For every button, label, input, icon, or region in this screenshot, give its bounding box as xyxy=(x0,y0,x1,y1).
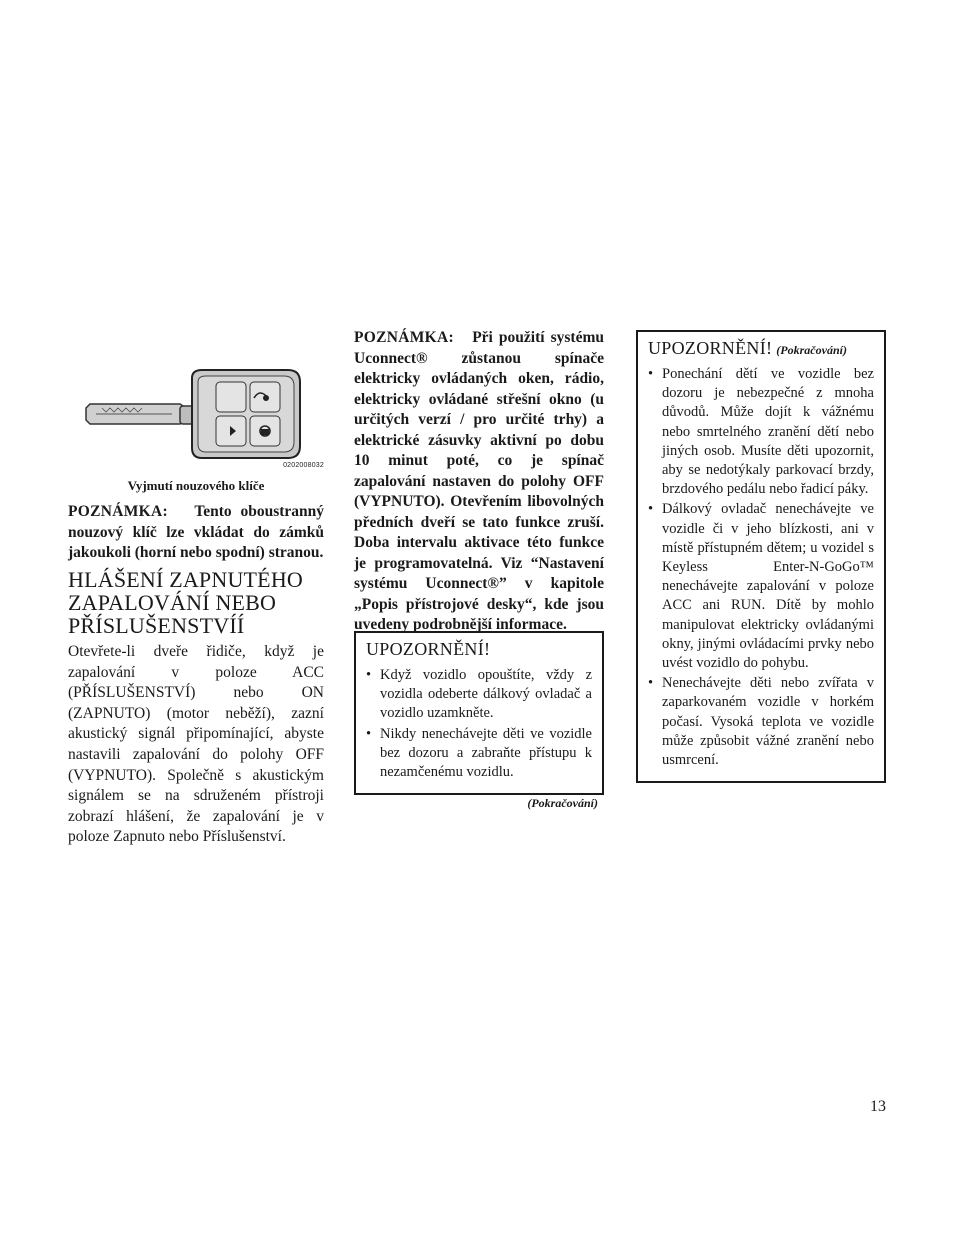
note-label: POZNÁMKA: xyxy=(354,329,454,346)
warning-title: UPOZORNĚNÍ! xyxy=(366,639,491,659)
note-double-sided-key xyxy=(68,502,324,564)
warning-title xyxy=(648,338,874,359)
warning-list xyxy=(648,365,874,770)
section-body: Otevřete-li dveře řidiče, když je zapalování v poloze ACC (PŘÍSLUŠENSTVÍ) nebo ON (ZAPNUTO) (motor neběží), zazní akustický signál připomínající, abyste nastavili zapalování do polohy OFF (VYPNUTO). Společně s akustickým signálem se na sdruženém přístroji zobrazí hlášení, že zapalování je v poloze Zapnuto nebo Příslušenství. xyxy=(68,643,324,846)
note-text: Tento oboustranný nouzový klíč lze vkládat do zámků jakoukoli (horní nebo spodní) stranou. xyxy=(68,503,325,561)
warning-box-continued xyxy=(636,330,886,783)
note-text: Při použití systému Uconnect® zůstanou spínače elektricky ovládaných oken, rádio, elektricky ovládané střešní okno (u určitých verzí / pro určité trhy) a elektrické zásuvky aktivní po dobu 10 minut poté, co je spínač zapalování nastaven do polohy OFF (VYPNUTO). Otevřením libovolných předních dveří se tato funkce zruší. Doba intervalu aktivace této funkce je programovatelná. Viz “Nastavení systému Uconnect®” v kapitole „Popis přístrojové desky“, kde jsou uvedeny podrobnější informace. xyxy=(354,329,604,633)
note-uconnect xyxy=(354,328,604,636)
figure-caption: Vyjmutí nouzového klíče xyxy=(127,478,265,493)
warning-box xyxy=(354,631,604,795)
warning-item: • Nikdy nenechávejte děti ve vozidle bez dozoru a zabraňte přístupu k nezamčenému vozidlu. xyxy=(366,725,592,783)
warning-item: • Ponechání dětí ve vozidle bez dozoru je nebezpečné z mnoha důvodů. Může dojít k vážnému nebo smrtelného zranění dětí nebo jiných osob. Musíte děti upozornit, aby se nedotýkaly parkovací brzdy, brzdového pedálu nebo řadicí páky. xyxy=(648,365,874,499)
continued-label: (Pokračování) xyxy=(527,796,598,810)
heading-line: PŘÍSLUŠENSTVÍÍ xyxy=(68,613,245,638)
warning-title-text: UPOZORNĚNÍ! xyxy=(648,338,773,358)
continued-label: (Pokračování) xyxy=(776,343,847,357)
warning-item: • Dálkový ovladač nenechávejte ve vozidle či v jeho blízkosti, ani v místě přístupném dětem; u vozidel s Keyless Enter-N-GoGo™ nenechávejte zapalování v poloze ACC ani RUN. Dítě by mohlo manipulovat elektricky ovládanými okny, jinými ovládacími prvky nebo uvést vozidlo do pohybu. xyxy=(648,500,874,673)
emergency-key-illustration xyxy=(68,368,324,460)
warning-list xyxy=(366,666,592,782)
warning-item: • Když vozidlo opouštíte, vždy z vozidla odeberte dálkový ovladač a vozidlo uzamkněte. xyxy=(366,666,592,724)
heading-line: ZAPALOVÁNÍ NEBO xyxy=(68,590,277,615)
figure-code: 0202008032 xyxy=(283,462,324,469)
key-figure xyxy=(68,368,324,478)
heading-line: HLÁŠENÍ ZAPNUTÉHO xyxy=(68,567,303,592)
note-label: POZNÁMKA: xyxy=(68,503,168,520)
page-number: 13 xyxy=(870,1098,886,1115)
section-heading xyxy=(68,568,328,637)
warning-item: • Nenechávejte děti nebo zvířata v zaparkovaném vozidle v horkém počasí. Vysoká teplota ve vozidle může způsobit vážné zranění nebo usmrcení. xyxy=(648,674,874,770)
